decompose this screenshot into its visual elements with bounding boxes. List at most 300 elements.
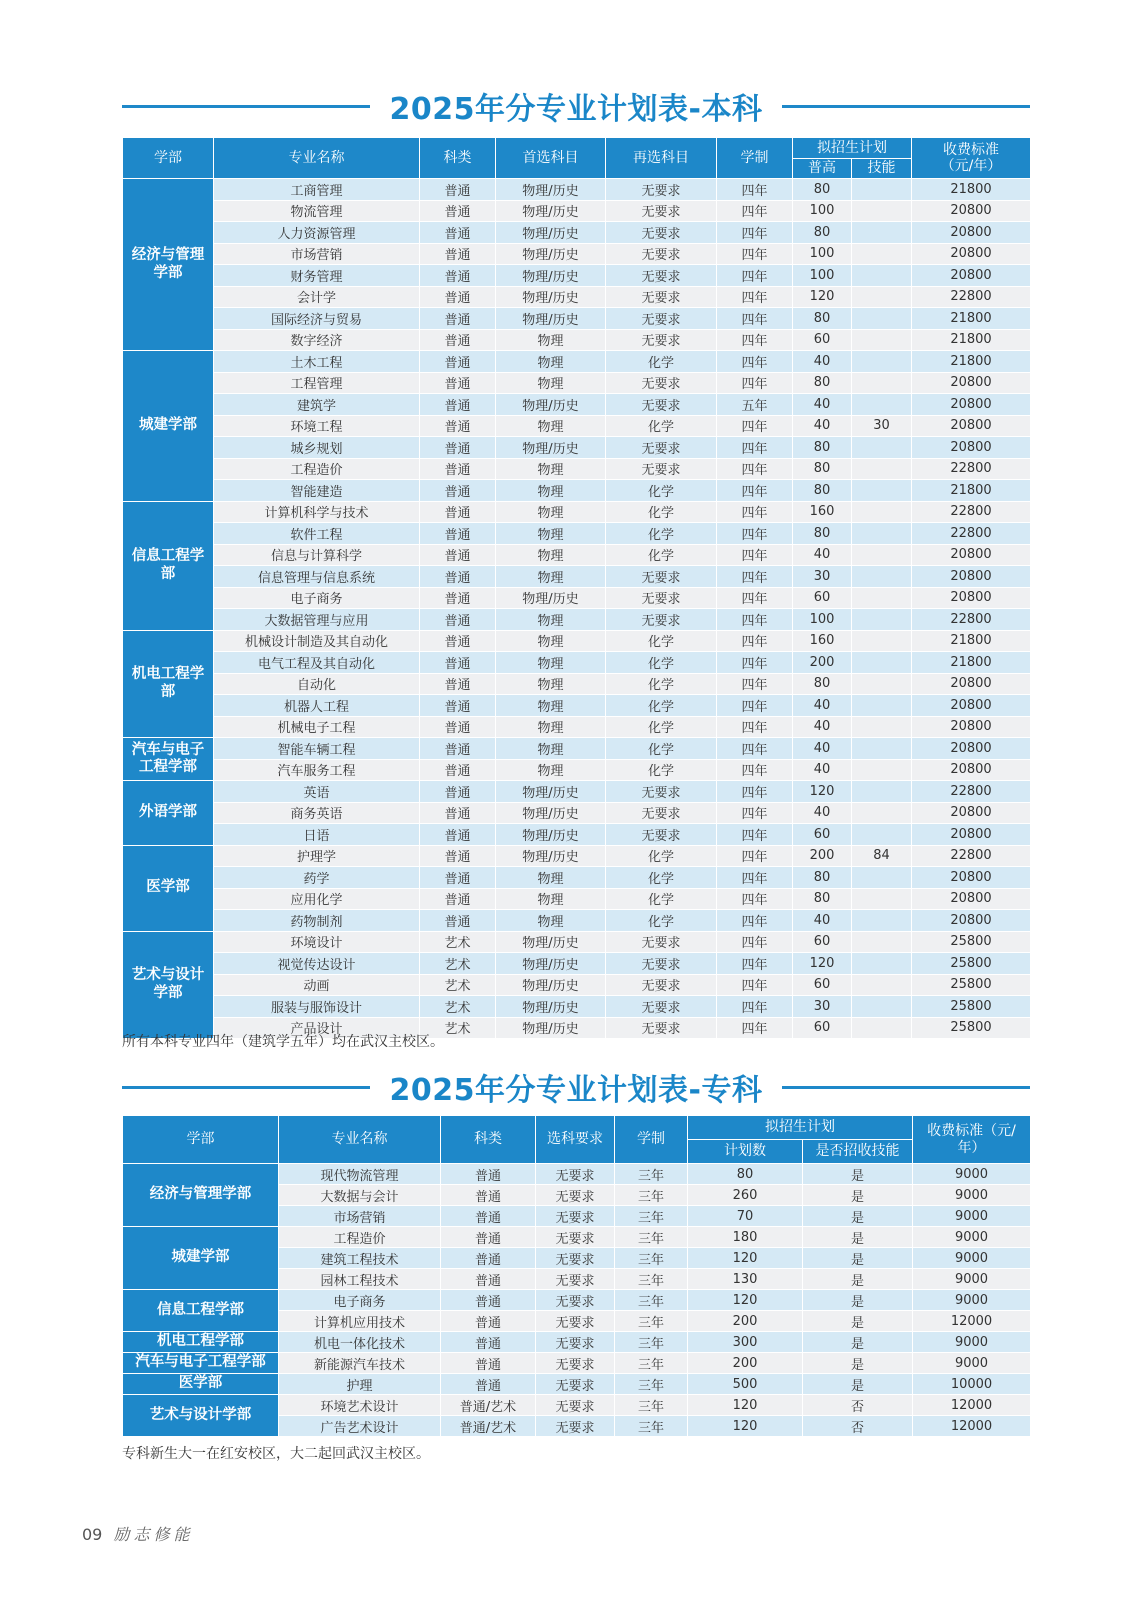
plan-general-cell: 120 — [793, 286, 852, 308]
fee-cell: 20800 — [912, 372, 1031, 394]
fee-cell: 20800 — [912, 394, 1031, 416]
plan-skill-cell: 是 — [803, 1185, 913, 1206]
first-subject-cell: 物理/历史 — [496, 974, 606, 996]
second-subject-cell: 化学 — [606, 415, 717, 437]
plan-count-cell: 200 — [688, 1311, 803, 1332]
first-subject-cell: 物理 — [496, 910, 606, 932]
undergrad-note: 所有本科专业四年（建筑学五年）均在武汉主校区。 — [122, 1034, 444, 1050]
years-cell: 四年 — [717, 931, 793, 953]
table-row — [123, 759, 1031, 781]
plan-general-cell: 60 — [793, 974, 852, 996]
type-cell: 普通 — [420, 179, 496, 201]
table-row — [123, 953, 1031, 975]
plan-skill-cell — [852, 265, 912, 287]
type-cell: 普通 — [420, 351, 496, 373]
table-row — [123, 716, 1031, 738]
type-cell: 艺术 — [420, 1017, 496, 1039]
second-subject-cell: 无要求 — [606, 372, 717, 394]
type-cell: 普通 — [420, 738, 496, 760]
major-cell: 现代物流管理 — [279, 1164, 441, 1185]
plan-general-cell: 80 — [793, 480, 852, 502]
plan-general-cell: 80 — [793, 437, 852, 459]
table-row — [123, 781, 1031, 803]
plan-skill-cell — [852, 222, 912, 244]
plan-skill-cell — [852, 652, 912, 674]
plan-skill-cell: 是 — [803, 1332, 913, 1353]
major-cell: 城乡规划 — [214, 437, 420, 459]
dept-cell: 汽车与电子工程学部 — [123, 1353, 279, 1374]
first-subject-cell: 物理 — [496, 415, 606, 437]
major-cell: 财务管理 — [214, 265, 420, 287]
fee-cell: 9000 — [913, 1248, 1031, 1269]
major-cell: 市场营销 — [279, 1206, 441, 1227]
plan-skill-cell: 是 — [803, 1164, 913, 1185]
fee-cell: 20800 — [912, 673, 1031, 695]
plan-skill-cell — [852, 480, 912, 502]
second-subject-cell: 化学 — [606, 888, 717, 910]
years-cell: 四年 — [717, 695, 793, 717]
first-subject-cell: 物理 — [496, 480, 606, 502]
type-cell: 普通 — [420, 802, 496, 824]
table-row — [123, 243, 1031, 265]
major-cell: 建筑工程技术 — [279, 1248, 441, 1269]
table-row — [123, 910, 1031, 932]
plan-general-cell: 60 — [793, 1017, 852, 1039]
type-cell: 普通 — [420, 781, 496, 803]
table-row — [123, 974, 1031, 996]
dept-cell: 医学部 — [123, 1374, 279, 1395]
second-subject-cell: 化学 — [606, 480, 717, 502]
header-major: 专业名称 — [214, 138, 420, 179]
major-cell: 智能建造 — [214, 480, 420, 502]
fee-cell: 20800 — [912, 200, 1031, 222]
fee-cell: 21800 — [912, 630, 1031, 652]
second-subject-cell: 无要求 — [606, 931, 717, 953]
plan-general-cell: 100 — [793, 265, 852, 287]
second-subject-cell: 化学 — [606, 523, 717, 545]
major-cell: 土木工程 — [214, 351, 420, 373]
plan-general-cell: 40 — [793, 695, 852, 717]
type-cell: 普通 — [420, 888, 496, 910]
second-subject-cell: 化学 — [606, 738, 717, 760]
plan-skill-cell: 是 — [803, 1227, 913, 1248]
plan-skill-cell — [852, 372, 912, 394]
fee-cell: 9000 — [913, 1164, 1031, 1185]
plan-skill-cell — [852, 544, 912, 566]
major-cell: 计算机科学与技术 — [214, 501, 420, 523]
major-cell: 产品设计 — [214, 1017, 420, 1039]
fee-cell: 12000 — [913, 1311, 1031, 1332]
fee-cell: 10000 — [913, 1374, 1031, 1395]
table-row — [123, 351, 1031, 373]
type-cell: 普通 — [441, 1269, 536, 1290]
major-cell: 新能源汽车技术 — [279, 1353, 441, 1374]
major-cell: 智能车辆工程 — [214, 738, 420, 760]
years-cell: 三年 — [615, 1269, 688, 1290]
years-cell: 三年 — [615, 1311, 688, 1332]
plan-general-cell: 40 — [793, 802, 852, 824]
plan-general-cell: 40 — [793, 759, 852, 781]
fee-cell: 21800 — [912, 480, 1031, 502]
fee-cell: 20800 — [912, 888, 1031, 910]
table-row — [123, 996, 1031, 1018]
fee-cell: 20800 — [912, 759, 1031, 781]
plan-skill-cell — [852, 931, 912, 953]
years-cell: 四年 — [717, 867, 793, 889]
table-row — [123, 329, 1031, 351]
requirement-cell: 无要求 — [536, 1353, 615, 1374]
fee-cell: 20800 — [912, 566, 1031, 588]
table-row — [123, 931, 1031, 953]
years-cell: 三年 — [615, 1185, 688, 1206]
table-row — [123, 544, 1031, 566]
fee-cell: 20800 — [912, 587, 1031, 609]
type-cell: 普通 — [420, 437, 496, 459]
major-cell: 工程管理 — [214, 372, 420, 394]
header-years: 学制 — [717, 138, 793, 179]
first-subject-cell: 物理/历史 — [496, 845, 606, 867]
type-cell: 普通 — [420, 652, 496, 674]
major-cell: 电子商务 — [214, 587, 420, 609]
years-cell: 四年 — [717, 243, 793, 265]
fee-cell: 9000 — [913, 1206, 1031, 1227]
years-cell: 三年 — [615, 1227, 688, 1248]
major-cell: 软件工程 — [214, 523, 420, 545]
second-subject-cell: 无要求 — [606, 222, 717, 244]
plan-skill-cell — [852, 286, 912, 308]
fee-cell: 9000 — [913, 1185, 1031, 1206]
years-cell: 三年 — [615, 1332, 688, 1353]
table-row — [123, 286, 1031, 308]
first-subject-cell: 物理 — [496, 372, 606, 394]
title-rule-left — [122, 1086, 370, 1089]
plan-general-cell: 40 — [793, 738, 852, 760]
table-row — [123, 265, 1031, 287]
header-first-subject: 首选科目 — [496, 138, 606, 179]
years-cell: 四年 — [717, 523, 793, 545]
type-cell: 普通 — [420, 222, 496, 244]
junior-plan-table — [122, 1115, 1031, 1437]
fee-cell: 12000 — [913, 1395, 1031, 1416]
fee-cell: 22800 — [912, 458, 1031, 480]
major-cell: 市场营销 — [214, 243, 420, 265]
type-cell: 普通 — [441, 1164, 536, 1185]
first-subject-cell: 物理/历史 — [496, 179, 606, 201]
fee-cell: 20800 — [912, 265, 1031, 287]
dept-cell: 城建学部 — [123, 1227, 279, 1290]
title-rule-right — [782, 105, 1030, 108]
requirement-cell: 无要求 — [536, 1206, 615, 1227]
requirement-cell: 无要求 — [536, 1269, 615, 1290]
type-cell: 普通 — [420, 695, 496, 717]
dept-cell: 艺术与设计学部 — [123, 1395, 279, 1437]
major-cell: 物流管理 — [214, 200, 420, 222]
plan-skill-cell: 是 — [803, 1248, 913, 1269]
table-row — [123, 1227, 1031, 1248]
second-subject-cell: 无要求 — [606, 587, 717, 609]
first-subject-cell: 物理/历史 — [496, 1017, 606, 1039]
major-cell: 日语 — [214, 824, 420, 846]
years-cell: 四年 — [717, 372, 793, 394]
plan-skill-cell — [852, 308, 912, 330]
type-cell: 艺术 — [420, 931, 496, 953]
plan-general-cell: 120 — [793, 781, 852, 803]
second-subject-cell: 无要求 — [606, 243, 717, 265]
title-rule-right — [782, 1086, 1030, 1089]
plan-skill-cell: 是 — [803, 1374, 913, 1395]
type-cell: 普通 — [420, 200, 496, 222]
plan-general-cell: 40 — [793, 394, 852, 416]
table-row — [123, 1290, 1031, 1311]
years-cell: 四年 — [717, 609, 793, 631]
major-cell: 药物制剂 — [214, 910, 420, 932]
fee-cell: 21800 — [912, 179, 1031, 201]
plan-general-cell: 120 — [793, 953, 852, 975]
major-cell: 计算机应用技术 — [279, 1311, 441, 1332]
type-cell: 普通 — [441, 1227, 536, 1248]
plan-skill-cell — [852, 716, 912, 738]
table-row — [123, 824, 1031, 846]
years-cell: 四年 — [717, 802, 793, 824]
table-row — [123, 394, 1031, 416]
major-cell: 工程造价 — [214, 458, 420, 480]
header-second-subject: 再选科目 — [606, 138, 717, 179]
type-cell: 普通 — [420, 673, 496, 695]
plan-general-cell: 160 — [793, 501, 852, 523]
second-subject-cell: 无要求 — [606, 953, 717, 975]
table-row — [123, 1353, 1031, 1374]
junior-table-body — [123, 1164, 1031, 1437]
major-cell: 工商管理 — [214, 179, 420, 201]
major-cell: 园林工程技术 — [279, 1269, 441, 1290]
table-row — [123, 587, 1031, 609]
years-cell: 四年 — [717, 738, 793, 760]
plan-general-cell: 100 — [793, 200, 852, 222]
table-row — [123, 200, 1031, 222]
major-cell: 应用化学 — [214, 888, 420, 910]
fee-cell: 25800 — [912, 974, 1031, 996]
plan-skill-cell — [852, 523, 912, 545]
years-cell: 四年 — [717, 996, 793, 1018]
fee-cell: 22800 — [912, 845, 1031, 867]
fee-cell: 20800 — [912, 222, 1031, 244]
requirement-cell: 无要求 — [536, 1332, 615, 1353]
second-subject-cell: 无要求 — [606, 265, 717, 287]
years-cell: 四年 — [717, 824, 793, 846]
plan-count-cell: 120 — [688, 1290, 803, 1311]
fee-cell: 9000 — [913, 1227, 1031, 1248]
plan-general-cell: 200 — [793, 652, 852, 674]
dept-cell: 医学部 — [123, 845, 214, 931]
plan-count-cell: 80 — [688, 1164, 803, 1185]
years-cell: 四年 — [717, 179, 793, 201]
header-major: 专业名称 — [279, 1116, 441, 1164]
plan-count-cell: 500 — [688, 1374, 803, 1395]
fee-cell: 20800 — [912, 437, 1031, 459]
type-cell: 普通 — [420, 265, 496, 287]
table-row — [123, 179, 1031, 201]
plan-general-cell: 80 — [793, 867, 852, 889]
major-cell: 环境工程 — [214, 415, 420, 437]
second-subject-cell: 化学 — [606, 544, 717, 566]
requirement-cell: 无要求 — [536, 1416, 615, 1437]
page-footer — [82, 1522, 193, 1545]
plan-skill-cell: 是 — [803, 1353, 913, 1374]
header-plan-count: 计划数 — [688, 1140, 803, 1164]
type-cell: 普通 — [441, 1374, 536, 1395]
years-cell: 三年 — [615, 1206, 688, 1227]
plan-count-cell: 130 — [688, 1269, 803, 1290]
type-cell: 普通 — [420, 566, 496, 588]
fee-cell: 20800 — [912, 738, 1031, 760]
table-row — [123, 630, 1031, 652]
plan-count-cell: 200 — [688, 1353, 803, 1374]
second-subject-cell: 无要求 — [606, 609, 717, 631]
type-cell: 普通 — [420, 609, 496, 631]
second-subject-cell: 无要求 — [606, 437, 717, 459]
type-cell: 普通 — [441, 1248, 536, 1269]
years-cell: 四年 — [717, 286, 793, 308]
first-subject-cell: 物理 — [496, 329, 606, 351]
major-cell: 服装与服饰设计 — [214, 996, 420, 1018]
first-subject-cell: 物理 — [496, 501, 606, 523]
type-cell: 普通/艺术 — [441, 1416, 536, 1437]
header-fee: 收费标准（元/年） — [913, 1116, 1031, 1164]
years-cell: 三年 — [615, 1248, 688, 1269]
table-row — [123, 1374, 1031, 1395]
major-cell: 广告艺术设计 — [279, 1416, 441, 1437]
dept-cell: 外语学部 — [123, 781, 214, 846]
years-cell: 四年 — [717, 716, 793, 738]
type-cell: 普通 — [441, 1290, 536, 1311]
undergrad-plan-table — [122, 137, 1031, 1039]
type-cell: 普通 — [420, 867, 496, 889]
type-cell: 普通 — [420, 716, 496, 738]
major-cell: 人力资源管理 — [214, 222, 420, 244]
years-cell: 四年 — [717, 265, 793, 287]
years-cell: 四年 — [717, 910, 793, 932]
years-cell: 四年 — [717, 437, 793, 459]
header-years: 学制 — [615, 1116, 688, 1164]
fee-cell: 20800 — [912, 695, 1031, 717]
plan-general-cell: 80 — [793, 372, 852, 394]
plan-count-cell: 180 — [688, 1227, 803, 1248]
plan-general-cell: 80 — [793, 308, 852, 330]
dept-cell: 城建学部 — [123, 351, 214, 502]
first-subject-cell: 物理/历史 — [496, 781, 606, 803]
plan-general-cell: 40 — [793, 910, 852, 932]
major-cell: 信息与计算科学 — [214, 544, 420, 566]
plan-count-cell: 120 — [688, 1416, 803, 1437]
plan-general-cell: 40 — [793, 351, 852, 373]
second-subject-cell: 化学 — [606, 630, 717, 652]
table-row — [123, 1395, 1031, 1416]
type-cell: 普通 — [420, 372, 496, 394]
first-subject-cell: 物理 — [496, 458, 606, 480]
second-subject-cell: 无要求 — [606, 974, 717, 996]
second-subject-cell: 无要求 — [606, 824, 717, 846]
header-fee: 收费标准（元/年） — [912, 138, 1031, 179]
requirement-cell: 无要求 — [536, 1227, 615, 1248]
first-subject-cell: 物理 — [496, 867, 606, 889]
footer-slogan: 励志修能 — [113, 1525, 194, 1544]
major-cell: 信息管理与信息系统 — [214, 566, 420, 588]
plan-general-cell: 80 — [793, 523, 852, 545]
plan-general-cell: 30 — [793, 996, 852, 1018]
type-cell: 普通 — [420, 544, 496, 566]
plan-skill-cell — [852, 437, 912, 459]
plan-skill-cell — [852, 243, 912, 265]
years-cell: 四年 — [717, 351, 793, 373]
fee-cell: 22800 — [912, 523, 1031, 545]
requirement-cell: 无要求 — [536, 1185, 615, 1206]
fee-cell: 22800 — [912, 781, 1031, 803]
fee-cell: 12000 — [913, 1416, 1031, 1437]
type-cell: 普通 — [420, 286, 496, 308]
table-row — [123, 802, 1031, 824]
plan-skill-cell — [852, 566, 912, 588]
years-cell: 四年 — [717, 544, 793, 566]
type-cell: 普通 — [441, 1332, 536, 1353]
major-cell: 商务英语 — [214, 802, 420, 824]
second-subject-cell: 无要求 — [606, 458, 717, 480]
first-subject-cell: 物理/历史 — [496, 931, 606, 953]
fee-cell: 20800 — [912, 243, 1031, 265]
first-subject-cell: 物理/历史 — [496, 824, 606, 846]
major-cell: 电气工程及其自动化 — [214, 652, 420, 674]
major-cell: 护理学 — [214, 845, 420, 867]
type-cell: 普通 — [420, 523, 496, 545]
undergrad-title-row — [122, 86, 1030, 126]
table-row — [123, 566, 1031, 588]
major-cell: 机械电子工程 — [214, 716, 420, 738]
requirement-cell: 无要求 — [536, 1290, 615, 1311]
years-cell: 三年 — [615, 1290, 688, 1311]
dept-cell: 信息工程学部 — [123, 1290, 279, 1332]
header-requirement: 选科要求 — [536, 1116, 615, 1164]
requirement-cell: 无要求 — [536, 1311, 615, 1332]
requirement-cell: 无要求 — [536, 1374, 615, 1395]
table-row — [123, 1164, 1031, 1185]
years-cell: 四年 — [717, 845, 793, 867]
plan-skill-cell — [852, 587, 912, 609]
years-cell: 四年 — [717, 308, 793, 330]
years-cell: 三年 — [615, 1374, 688, 1395]
first-subject-cell: 物理/历史 — [496, 394, 606, 416]
fee-cell: 20800 — [912, 824, 1031, 846]
dept-cell: 汽车与电子工程学部 — [123, 738, 214, 781]
second-subject-cell: 化学 — [606, 673, 717, 695]
major-cell: 工程造价 — [279, 1227, 441, 1248]
fee-cell: 20800 — [912, 544, 1031, 566]
type-cell: 普通/艺术 — [441, 1395, 536, 1416]
fee-cell: 20800 — [912, 910, 1031, 932]
second-subject-cell: 无要求 — [606, 394, 717, 416]
plan-skill-cell — [852, 351, 912, 373]
table-row — [123, 609, 1031, 631]
table-row — [123, 867, 1031, 889]
plan-general-cell: 60 — [793, 587, 852, 609]
major-cell: 环境艺术设计 — [279, 1395, 441, 1416]
fee-cell: 21800 — [912, 329, 1031, 351]
fee-cell: 20800 — [912, 716, 1031, 738]
dept-cell: 艺术与设计学部 — [123, 931, 214, 1039]
table-row — [123, 888, 1031, 910]
plan-general-cell: 60 — [793, 931, 852, 953]
plan-skill-cell: 是 — [803, 1269, 913, 1290]
plan-skill-cell: 是 — [803, 1206, 913, 1227]
first-subject-cell: 物理 — [496, 673, 606, 695]
